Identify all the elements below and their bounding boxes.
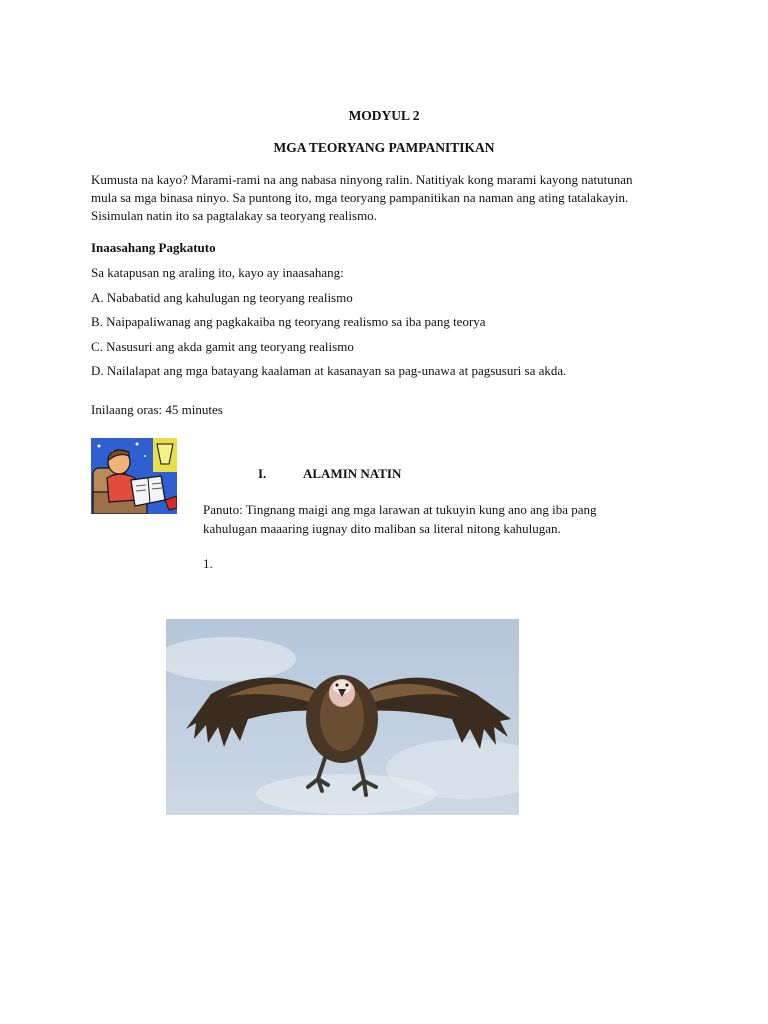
time-allotted: Inilaang oras: 45 minutes xyxy=(91,402,223,417)
section-title: ALAMIN NATIN xyxy=(303,466,402,481)
objectives-lead: Sa katapusan ng araling ito, kayo ay inaasahang: xyxy=(91,265,344,280)
vulture-photo xyxy=(166,619,519,815)
reading-person-icon xyxy=(91,438,177,514)
objectives-heading: Inaasahang Pagkatuto xyxy=(91,240,216,255)
item-number: 1. xyxy=(203,556,213,571)
intro-line-1: Kumusta na kayo? Marami-rami na ang nabasa ninyong ralin. Natitiyak kong marami kayong natutunan xyxy=(91,172,633,187)
objective-item: C. Nasusuri ang akda gamit ang teoryang realismo xyxy=(91,339,354,354)
objective-item: A. Nababatid ang kahulugan ng teoryang realismo xyxy=(91,290,353,305)
instruction-line-1: Panuto: Tingnang maigi ang mga larawan at tukuyin kung ano ang iba pang xyxy=(203,502,597,517)
instruction-line-2: kahulugan maaaring iugnay dito maliban sa literal nitong kahulugan. xyxy=(203,521,561,536)
intro-line-3: Sisimulan natin ito sa pagtalakay sa teoryang realismo. xyxy=(91,208,377,223)
objective-item: B. Naipapaliwanag ang pagkakaiba ng teoryang realismo sa iba pang teorya xyxy=(91,314,486,329)
subtitle: MGA TEORYANG PAMPANITIKAN xyxy=(273,140,495,155)
section-number: I. xyxy=(258,466,267,481)
intro-line-2: mula sa mga binasa ninyo. Sa puntong ito, mga teoryang pampanitikan na naman ang ating tatalakayin. xyxy=(91,190,629,205)
module-title: MODYUL 2 xyxy=(348,108,420,123)
objective-item: D. Nailalapat ang mga batayang kaalaman at kasanayan sa pag-unawa at pagsusuri sa akda. xyxy=(91,363,567,378)
